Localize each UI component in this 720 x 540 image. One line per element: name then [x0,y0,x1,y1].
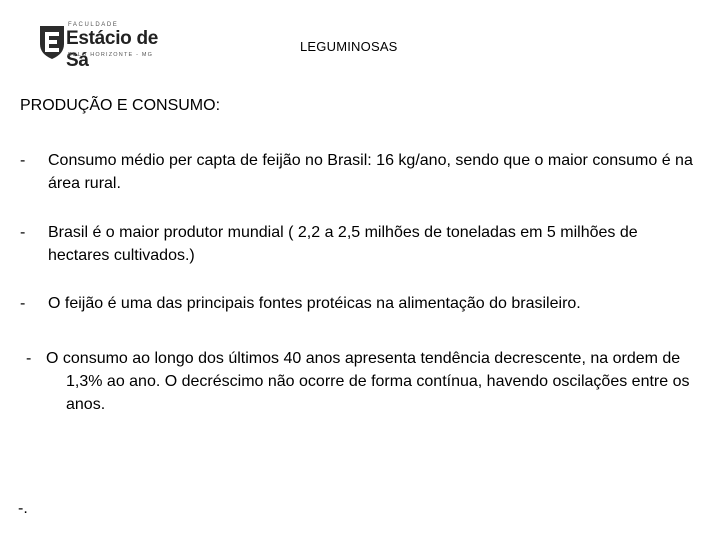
logo-top-text: FACULDADE [68,22,119,28]
logo-main-text: Estácio de Sá [66,28,159,71]
list-item-text: Consumo médio per capta de feijão no Brasil: 16 kg/ano, sendo que o maior consumo é na área rural. [48,152,693,192]
list-item [20,292,700,315]
list-item-text: O consumo ao longo dos últimos 40 anos apresenta tendência decrescente, na ordem de 1,3% ao ano. O decréscimo não ocorre de forma contínua, havendo oscilações entre os anos. [46,350,690,413]
bullet-dash: - [26,350,32,367]
faculty-logo [38,20,172,71]
trailing-marker: -. [18,500,28,517]
list-item [20,221,700,267]
logo-sub-text: BELO HORIZONTE - MG [68,52,154,58]
list-item [20,149,700,195]
bullet-dash: - [20,224,26,241]
list-item-text: O feijão é uma das principais fontes protéicas na alimentação do brasileiro. [48,295,581,312]
slide-title: LEGUMINOSAS [300,39,398,54]
section-heading: PRODUÇÃO E CONSUMO: [20,97,221,114]
list-item [26,347,696,416]
list-item-text: Brasil é o maior produtor mundial ( 2,2 a 2,5 milhões de toneladas em 5 milhões de hectares cultivados.) [48,224,638,264]
bullet-dash: - [20,152,26,169]
logo-shield-icon [38,24,66,60]
bullet-dash: - [20,295,26,312]
